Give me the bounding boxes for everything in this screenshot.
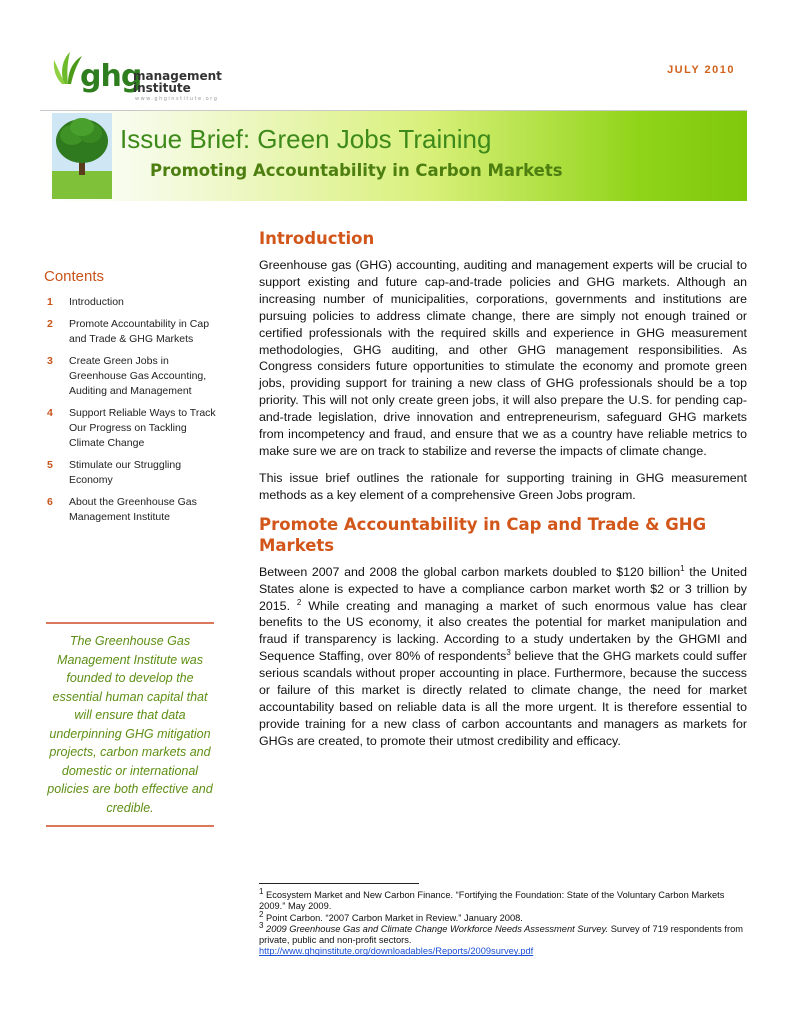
logo-line-2: institute [133, 81, 191, 95]
footnote-2-text: Point Carbon. “2007 Carbon Market in Review.” January 2008. [263, 912, 523, 923]
footnote-2 [259, 909, 747, 924]
contents-sidebar [44, 268, 222, 532]
page-subtitle: Promoting Accountability in Carbon Markets [150, 161, 563, 180]
intro-heading: Introduction [259, 229, 375, 248]
intro-paragraph-2: This issue brief outlines the rationale for supporting training in GHG measurement methods as a key element of a comprehensive Green Jobs program. [259, 470, 747, 502]
contents-item-number: 4 [47, 407, 53, 419]
logo-url: www.ghginstitute.org [135, 96, 219, 102]
s2-text-1: Between 2007 and 2008 the global carbon markets doubled to $120 billion [259, 564, 681, 579]
contents-item-label: Promote Accountability in Cap and Trade & GHG Markets [69, 318, 210, 345]
intro-paragraph-1: Greenhouse gas (GHG) accounting, auditing and management experts will be crucial to support existing and future cap-and-trade policies and GHG markets. Although an increasing number of municipalities, corporations, governments and institutions are pursuing policies to address climate change, there are simply not enough trained or certified professionals with the required skills and experience in GHG measurement methodologies, GHG auditing, and other GHG management responsibilities. As Congress considers future opportunities to stimulate the economy and promote green jobs, providing support for training a new class of GHG professionals should be a top priority. This will not only create green jobs, it will also prepare the U.S. for pending cap-and-trade legislation, drive innovation and entrepreneurism, safeguard GHG markets from incompetency and fraud, and ensure that we as a country have reliable metrics to make sure we are on track to stabilize and reverse the impacts of climate change. [259, 258, 747, 458]
footnote-1-text: Ecosystem Market and New Carbon Finance. “Fortifying the Foundation: State of the Voluntary Carbon Markets 2009.” May 2009. [259, 890, 725, 912]
logo-line-1: management [133, 69, 222, 83]
publication-date: JULY 2010 [667, 64, 735, 76]
ghg-institute-logo [50, 50, 240, 102]
contents-item-number: 1 [47, 296, 53, 308]
contents-item-label: Support Reliable Ways to Track Our Progress on Tackling Climate Change [69, 407, 216, 449]
contents-item[interactable] [44, 495, 222, 525]
contents-item-label: About the Greenhouse Gas Management Institute [69, 496, 197, 523]
contents-item[interactable] [44, 354, 222, 399]
title-banner [40, 110, 747, 201]
main-content [259, 228, 747, 760]
survey-report-link[interactable]: http://www.ghginstitute.org/downloadables/Reports/2009survey.pdf [259, 946, 534, 957]
contents-item[interactable] [44, 295, 222, 310]
s2-text-2: the United States alone is expected to have a compliance carbon market worth $2 or 3 trillion by 2015. [259, 564, 747, 613]
contents-item[interactable] [44, 317, 222, 347]
section2-heading: Promote Accountability in Cap and Trade & GHG Markets [259, 514, 707, 555]
contents-item-number: 5 [47, 459, 53, 471]
pull-quote: The Greenhouse Gas Management Institute was founded to develop the essential human capital that will ensure that data underpinning GHG mitigation projects, carbon markets and domestic or international policies are both effective and credible. [46, 622, 214, 827]
contents-item-number: 6 [47, 496, 53, 508]
contents-list [44, 295, 222, 525]
footnote-3-number: 3 [259, 920, 264, 930]
s2-text-4: believe that the GHG markets could suffer serious scandals without proper accounting in place. Furthermore, because the success or failure of this market is directly related to climate change, the need for market accountability based on reliable data is all the more urgent. It is therefore essential to provide training for a new class of carbon accountants and managers as markets for GHGs are created, to promote their utmost credibility and efficacy. [259, 649, 747, 748]
footnote-3-text: Survey of 719 respondents from private, public and non-profit sectors. [259, 923, 744, 946]
section2-paragraph [259, 564, 747, 750]
tree-icon [52, 113, 112, 199]
footnote-ref-3[interactable]: 3 [506, 648, 511, 658]
contents-item[interactable] [44, 458, 222, 488]
footnotes [259, 886, 747, 958]
contents-item-number: 3 [47, 355, 53, 367]
footnote-divider [259, 883, 419, 884]
contents-item-label: Introduction [69, 296, 124, 308]
footnote-1 [259, 886, 747, 913]
contents-item[interactable] [44, 406, 222, 451]
footnote-3 [259, 920, 747, 958]
contents-item-number: 2 [47, 318, 53, 330]
logo-wordmark: ghg [80, 59, 142, 94]
footnote-ref-2[interactable]: 2 [296, 597, 302, 607]
contents-heading: Contents [44, 268, 105, 285]
footnote-ref-1[interactable]: 1 [680, 563, 685, 573]
page-title: Issue Brief: Green Jobs Training [120, 124, 492, 154]
footnote-1-number: 1 [259, 886, 264, 896]
footnote-2-number: 2 [259, 909, 264, 919]
footnote-3-title: 2009 Greenhouse Gas and Climate Change Workforce Needs Assessment Survey. [263, 923, 609, 934]
contents-item-label: Create Green Jobs in Greenhouse Gas Accounting, Auditing and Management [69, 355, 207, 397]
contents-item-label: Stimulate our Struggling Economy [69, 459, 182, 486]
s2-text-3: While creating and managing a market of such enormous value has clear benefits to the US economy, it also creates the potential for market manipulation and fraud if transparency is lacking. According to a study undertaken by the GHGMI and Sequence Staffing, over 80% of respondents [259, 598, 747, 664]
